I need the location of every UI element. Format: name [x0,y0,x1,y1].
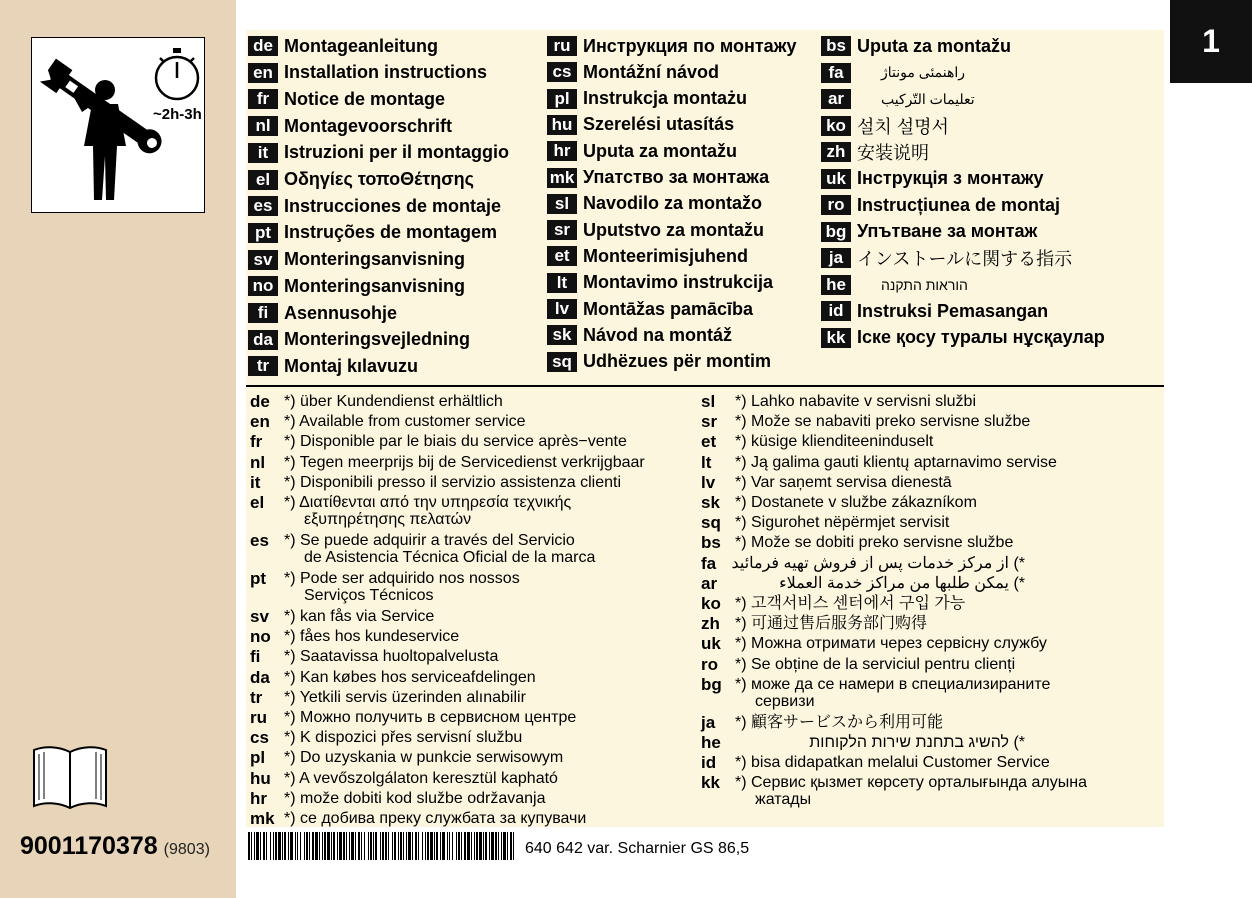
note-text: *) Do uzyskania w punkcie serwisowym [284,749,564,767]
note-text: *) Можно получить в сервисном центре [284,709,577,726]
note-text: *) Yetkili servis üzerinden alınabilir [284,688,526,706]
language-code-badge: fi [248,303,278,323]
title-text: הוראות התקנה [881,276,968,293]
language-code-badge: sr [547,220,577,240]
title-text: Uputa za montažu [857,35,1012,56]
title-text: Instruções de montagem [284,222,498,243]
title-row-it [248,142,509,164]
language-code-badge: bg [821,222,851,242]
document-number-value: 9001170378 [20,832,158,860]
title-row-no [248,275,465,297]
note-language-code: da [250,667,270,687]
title-row-zh [821,141,929,163]
title-text: Montāžas pamācība [583,298,754,319]
note-language-code: sr [701,412,718,432]
language-code-badge: hr [547,141,577,161]
note-text: *) über Kundendienst erhältlich [284,393,503,410]
installation-time-pictogram [31,37,205,213]
note-text: *) از مرکز خدمات پس از فروش تهیه فرمائید [731,554,1025,572]
title-text: Szerelési utasítás [583,114,735,135]
title-text: Instrukcja montażu [583,88,748,109]
note-text: *) Var saņemt servisa dienestā [735,473,952,491]
note-language-code: hr [250,788,267,808]
note-text: *) Se obține de la serviciul pentru clienți [735,655,1016,673]
title-row-et [547,245,748,267]
title-row-tr [248,355,418,377]
language-code-badge: tr [248,356,278,376]
title-row-sl [547,193,762,215]
note-language-code: ja [701,712,716,732]
note-language-code: lt [701,452,712,472]
title-row-lv [547,298,753,320]
note-text: *) Lahko nabavite v servisni službi [735,393,977,410]
language-code-badge: et [547,246,577,266]
language-code-badge: pt [248,223,278,243]
note-language-code: nl [250,452,266,472]
title-row-en [248,62,487,84]
note-text: *) bisa didapatkan melalui Customer Service [735,754,1050,772]
section-divider [246,385,1164,387]
note-language-code: bs [701,533,721,553]
language-code-badge: lt [547,273,577,293]
note-text: *) K dispozici přes servisní službu [284,729,523,747]
title-row-sv [248,249,465,271]
language-code-badge: cs [547,62,577,82]
note-language-code: ko [701,594,721,613]
note-text-continuation: de Asistencia Técnica Oficial de la marca [304,549,596,566]
title-text: Οδηγίες τοποΘέτησης [284,169,474,189]
language-code-badge: fa [821,63,851,83]
stopwatch-icon [152,46,202,102]
language-code-badge: pl [547,89,577,109]
note-text: *) A vevőszolgálaton keresztül kapható [284,769,558,787]
title-text: Navodilo za montažo [583,193,763,214]
note-text: *) Disponible par le biais du service après−vente [284,433,627,451]
note-language-code: kk [701,773,720,793]
title-row-he [821,274,968,296]
note-text: *) يمكن طلبها من مراكز خدمة العملاء [779,574,1025,592]
note-text: *) Διατίθενται από την υπηρεσία τεχνικής [284,494,572,511]
title-text: Návod na montáž [583,324,733,345]
note-text: *) Tegen meerprijs bij de Servicedienst verkrijgbaar [284,453,645,471]
title-text: Упатство за монтажа [583,167,770,187]
note-language-code: pt [250,569,267,588]
note-text: *) 고객서비스 센터에서 구입 가능 [735,595,966,612]
language-code-badge: id [821,301,851,321]
title-row-bs [821,35,1011,57]
note-text: *) Dostanete v službe zákazníkom [735,494,977,511]
barcode [248,832,516,860]
note-language-code: sk [701,493,720,512]
title-text: 安装说明 [857,143,929,163]
document-number [20,832,210,861]
note-language-code: es [250,531,269,550]
note-language-code: ar [701,573,718,593]
title-text: Instrucțiunea de montaj [857,194,1061,215]
language-code-badge: uk [821,169,851,189]
note-text: *) Ją galima gauti klientų aptarnavimo servise [735,453,1057,471]
title-text: Notice de montage [284,88,446,109]
language-code-badge: ru [547,36,577,56]
title-row-de [248,35,438,57]
title-text: تعليمات التّركيب [881,90,975,107]
note-language-code: bg [701,674,722,694]
language-code-badge: ar [821,89,851,109]
note-text: *) Available from customer service [284,413,526,431]
title-text: Instrucciones de montaje [284,195,502,216]
note-language-code: sl [701,392,716,411]
title-row-fr [248,88,445,110]
language-code-badge: fr [248,89,278,109]
note-text: *) להשיג בתחנת שירות הלקוחות [809,734,1025,751]
title-text: Udhëzues për montim [583,351,772,372]
title-row-da [248,329,470,351]
note-language-code: et [701,432,717,452]
title-text: Monteringsanvisning [284,249,466,270]
installation-time-label: ~2h-3h [153,106,202,123]
language-code-badge: es [248,196,278,216]
note-language-code: el [250,493,265,512]
title-text: Інструкція з монтажу [857,168,1044,188]
note-language-code: en [250,412,270,432]
language-code-badge: bs [821,36,851,56]
note-language-code: he [701,733,721,752]
note-language-code: it [250,472,261,492]
language-code-badge: nl [248,116,278,136]
open-book-icon [30,744,110,812]
note-text: *) Može se dobiti preko servisne službe [735,534,1014,552]
title-text: Uputa za montažu [583,140,738,161]
language-code-badge: it [248,143,278,163]
title-row-fa [821,62,965,84]
title-row-ja [821,247,1072,269]
note-text: *) fåes hos kundeservice [284,628,460,646]
note-text: *) Saatavissa huoltopalvelusta [284,648,499,666]
language-code-badge: da [248,330,278,350]
note-language-code: ro [701,654,718,674]
note-text: *) kan fås via Service [284,608,435,625]
title-text: インストールに関する指示 [857,249,1073,269]
title-row-uk [821,168,1044,190]
language-code-badge: hu [547,115,577,135]
title-text: Упътване за монтаж [857,221,1038,241]
note-language-code: zh [701,614,720,634]
note-language-code: cs [250,728,269,748]
language-code-badge: lv [547,299,577,319]
title-text: Installation instructions [284,62,488,83]
barcode-label: 640 642 var. Scharnier GS 86,5 [525,840,750,857]
title-row-pt [248,222,497,244]
note-text-continuation: Serviços Técnicos [304,587,434,604]
note-text: *) Sigurohet nëpërmjet servisit [735,514,950,532]
note-language-code: sq [701,513,721,533]
title-text: Istruzioni per il montaggio [284,142,509,163]
note-text: *) Disponibili presso il servizio assistenza clienti [284,473,622,491]
document-variant: (9803) [163,841,210,858]
note-text: *) се добива преку службата за купувачи [284,810,587,827]
note-text: *) 顧客サービスから利用可能 [735,713,944,731]
title-row-nl [248,115,452,137]
note-text: *) Сервис қызмет көрсету орталығында алуына [735,774,1087,792]
title-text: Monteringsvejledning [284,329,471,350]
title-row-kk [821,327,1105,349]
title-row-sr [547,219,764,241]
title-row-el [248,169,474,191]
language-code-badge: de [248,36,278,56]
language-code-badge: mk [547,168,577,188]
title-text: Іске қосу туралы нұсқаулар [857,327,1105,347]
note-text: *) može dobiti kod službe održavanja [284,789,546,807]
title-row-sk [547,324,732,346]
title-row-id [821,300,1048,322]
note-text: *) 可通过售后服务部门购得 [735,615,928,633]
title-row-hr [547,140,737,162]
title-text: 설치 설명서 [857,116,949,137]
title-text: Monteringsanvisning [284,275,466,296]
language-code-badge: el [248,170,278,190]
title-row-hu [547,114,734,136]
note-language-code: hu [250,768,271,788]
title-text: Monteerimisjuhend [583,245,749,266]
note-language-code: fr [250,432,263,452]
note-language-code: tr [250,687,263,707]
note-text-continuation: жатады [755,791,812,809]
language-code-badge: he [821,275,851,295]
language-code-badge: sk [547,325,577,345]
title-text: Uputstvo za montažu [583,219,765,240]
language-code-badge: ro [821,195,851,215]
note-text: *) Kan købes hos serviceafdelingen [284,668,536,686]
note-text: *) Može se nabaviti preko servisne službe [735,413,1031,431]
title-row-fi [248,302,397,324]
note-language-code: ru [250,708,267,727]
title-text: راهنمئی مونتاژ [881,64,966,80]
note-text: *) Можна отримати через сервісну службу [735,635,1047,653]
note-text: *) Se puede adquirir a través del Servicio [284,532,575,549]
title-text: Instruksi Pemasangan [857,300,1049,321]
language-code-badge: zh [821,142,851,162]
note-text-continuation: εξυπηρέτησης πελατών [304,511,472,528]
language-code-badge: ko [821,116,851,136]
sidebar [0,0,236,898]
note-language-code: lv [701,472,716,492]
title-text: Montážní návod [583,61,719,82]
note-text: *) Pode ser adquirido nos nossos [284,570,520,587]
title-text: Montagevoorschrift [284,115,453,136]
title-row-bg [821,221,1037,243]
title-text: Montageanleitung [284,35,438,56]
title-text: Инструкция по монтажу [583,35,797,56]
note-text: *) може да се намери в специализираните [735,675,1051,693]
title-text: Montavimo instrukcija [583,272,774,293]
note-language-code: no [250,627,271,647]
title-text: Montaj kılavuzu [284,355,419,376]
language-code-badge: kk [821,328,851,348]
language-code-badge: en [248,63,278,83]
note-text-continuation: сервизи [755,692,815,710]
note-language-code: fi [250,647,261,667]
title-row-ru [547,35,796,57]
note-language-code: pl [250,748,266,768]
title-row-ko [821,115,949,137]
title-row-pl [547,88,747,110]
note-language-code: uk [701,634,721,654]
title-row-es [248,195,501,217]
title-row-sq [547,351,771,373]
page-number: 1 [1170,0,1252,83]
title-row-cs [547,61,719,83]
title-text: Asennusohje [284,302,398,323]
note-language-code: sv [250,607,269,626]
language-code-badge: sv [248,250,278,270]
note-language-code: id [701,753,717,773]
language-code-badge: no [248,276,278,296]
title-row-lt [547,272,773,294]
note-language-code: mk [250,809,275,828]
note-language-code: de [250,392,270,411]
language-code-badge: sq [547,352,577,372]
title-row-ro [821,194,1060,216]
note-language-code: fa [701,553,717,573]
language-code-badge: sl [547,194,577,214]
language-code-badge: ja [821,248,851,268]
title-row-ar [821,88,975,110]
note-text: *) küsige klienditeeninduselt [735,433,934,451]
title-row-mk [547,167,769,189]
